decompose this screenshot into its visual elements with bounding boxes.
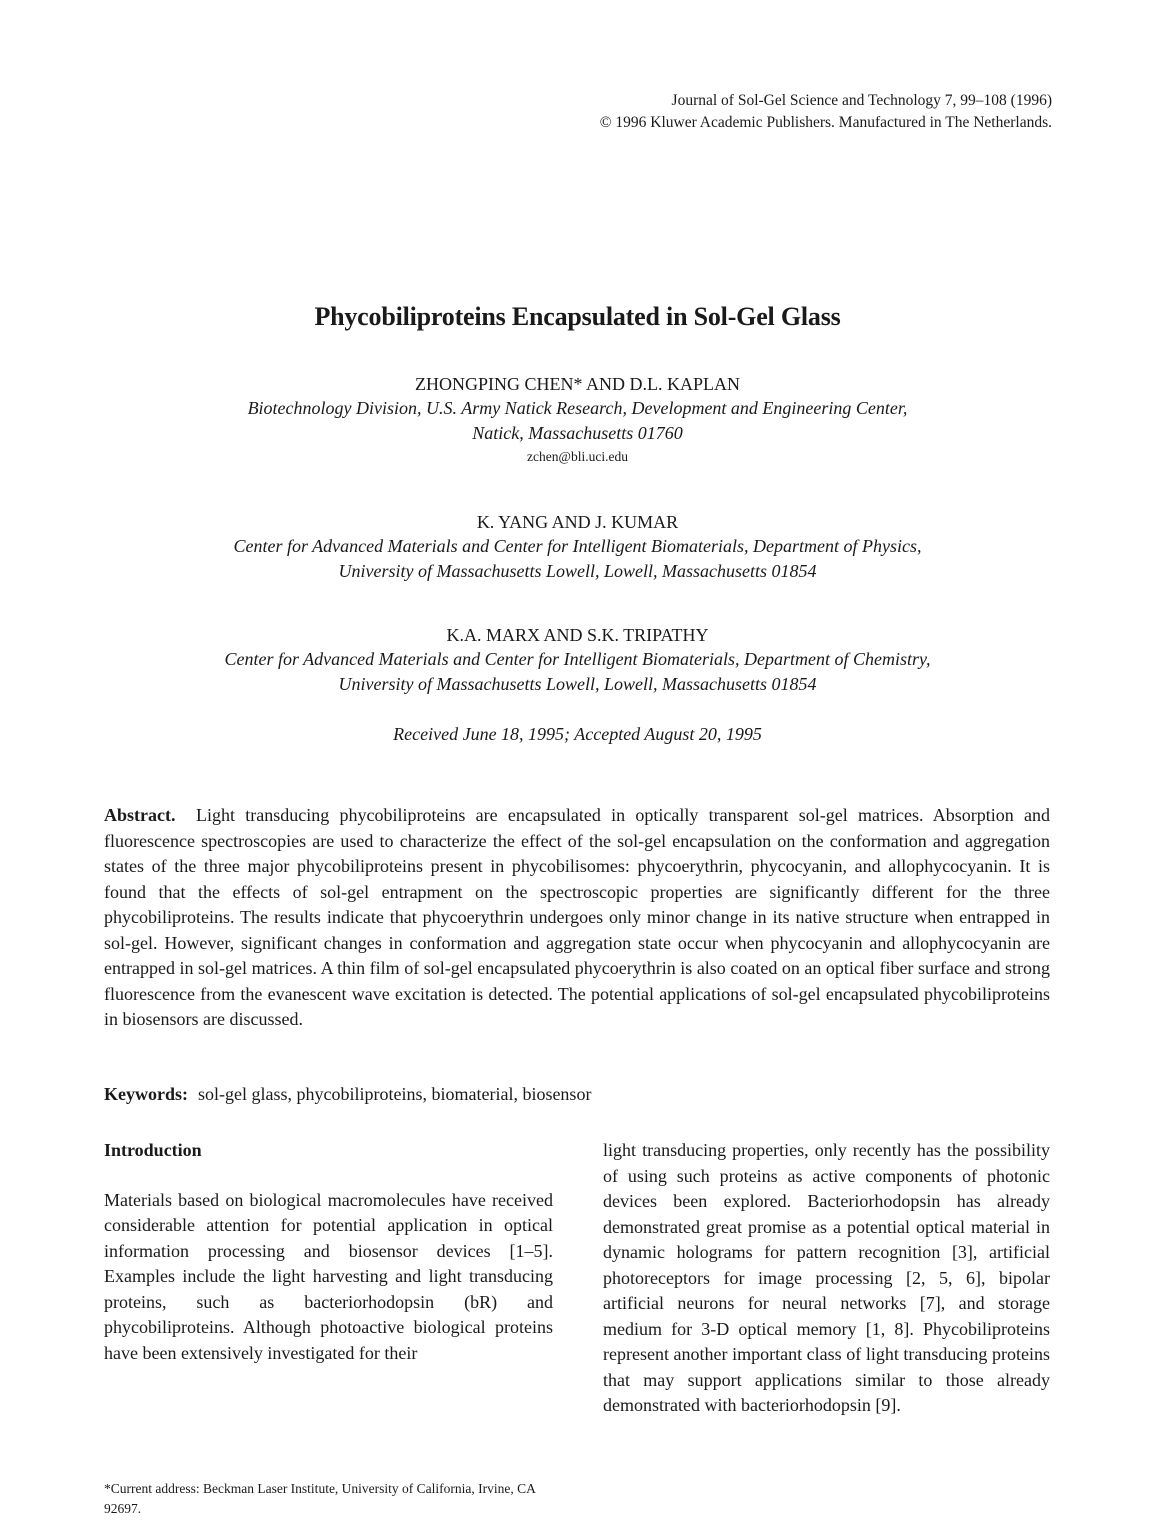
author-group-1 bbox=[0, 372, 1155, 468]
section-heading: Introduction bbox=[104, 1140, 202, 1160]
affiliation-line: University of Massachusetts Lowell, Lowell, Massachusetts 01854 bbox=[338, 561, 817, 581]
abstract-label: Abstract. bbox=[104, 805, 176, 825]
copyright-notice: © 1996 Kluwer Academic Publishers. Manufactured in The Netherlands. bbox=[599, 114, 1052, 131]
abstract-text: Light transducing phycobiliproteins are encapsulated in optically transparent sol-gel matrices. Absorption and fluorescence spectroscopies are used to characterize the effect of the sol-gel encapsulation on the conformation and aggregation states of the three major phycobiliproteins present in phycobilisomes: phycoerythrin, phycocyanin, and allophycocyanin. It is found that the effects of sol-gel entrapment on the spectroscopic properties are significantly different for the three phycobiliproteins. The results indicate that phycoerythrin undergoes only minor change in its native structure when entrapped in sol-gel. However, significant changes in conformation and aggregation state occur when phycocyanin and allophycocyanin are entrapped in sol-gel matrices. A thin film of sol-gel encapsulated phycoerythrin is also coated on an optical fiber surface and strong fluorescence from the evanescent wave excitation is detected. The potential applications of sol-gel encapsulated phycobiliproteins in biosensors are discussed. bbox=[104, 805, 1050, 1029]
affiliation-line: Center for Advanced Materials and Center for Intelligent Biomaterials, Department of Physics, bbox=[233, 536, 922, 556]
author-group-3 bbox=[0, 623, 1155, 697]
journal-citation: Journal of Sol-Gel Science and Technology 7, 99–108 (1996) bbox=[671, 92, 1052, 109]
author-names: K.A. MARX AND S.K. TRIPATHY bbox=[446, 625, 709, 645]
author-names: ZHONGPING CHEN* AND D.L. KAPLAN bbox=[415, 374, 740, 394]
footnote: *Current address: Beckman Laser Institute, University of California, Irvine, CA 92697. bbox=[104, 1481, 536, 1516]
author-email: zchen@bli.uci.edu bbox=[527, 449, 628, 464]
affiliation-line: University of Massachusetts Lowell, Lowell, Massachusetts 01854 bbox=[338, 674, 817, 694]
affiliation-line: Center for Advanced Materials and Center for Intelligent Biomaterials, Department of Chemistry, bbox=[224, 649, 931, 669]
abstract bbox=[104, 803, 1050, 1033]
keywords-label: Keywords: bbox=[104, 1084, 188, 1104]
author-group-2 bbox=[0, 510, 1155, 584]
keywords-text: sol-gel glass, phycobiliproteins, biomaterial, biosensor bbox=[198, 1084, 592, 1104]
keywords bbox=[104, 1082, 1050, 1107]
author-names: K. YANG AND J. KUMAR bbox=[476, 512, 679, 532]
affiliation-line: Biotechnology Division, U.S. Army Natick Research, Development and Engineering Center, bbox=[247, 398, 908, 418]
journal-header bbox=[600, 90, 1052, 134]
left-column bbox=[104, 1138, 553, 1366]
received-accepted-dates: Received June 18, 1995; Accepted August 20, 1995 bbox=[393, 724, 762, 744]
intro-paragraph-left: Materials based on biological macromolecules have received considerable attention for potential application in optical information processing and biosensor devices [1–5]. Examples include the light harvesting and light transducing proteins, such as bacteriorhodopsin (bR) and phycobiliproteins. Although photoactive biological proteins have been extensively investigated for their bbox=[104, 1189, 553, 1363]
intro-paragraph-right: light transducing properties, only recently has the possibility of using such proteins as active components of photonic devices been explored. Bacteriorhodopsin has already demonstrated great promise as a potential optical material in dynamic holograms for pattern recognition [3], artificial photoreceptors for image processing [2, 5, 6], bipolar artificial neurons for neural networks [7], and storage medium for 3-D optical memory [1, 8]. Phycobiliproteins represent another important class of light transducing proteins that may support applications similar to those already demonstrated with bacteriorhodopsin [9]. bbox=[603, 1140, 1050, 1415]
affiliation-line: Natick, Massachusetts 01760 bbox=[472, 423, 683, 443]
paper-title: Phycobiliproteins Encapsulated in Sol-Gel Glass bbox=[314, 302, 841, 331]
